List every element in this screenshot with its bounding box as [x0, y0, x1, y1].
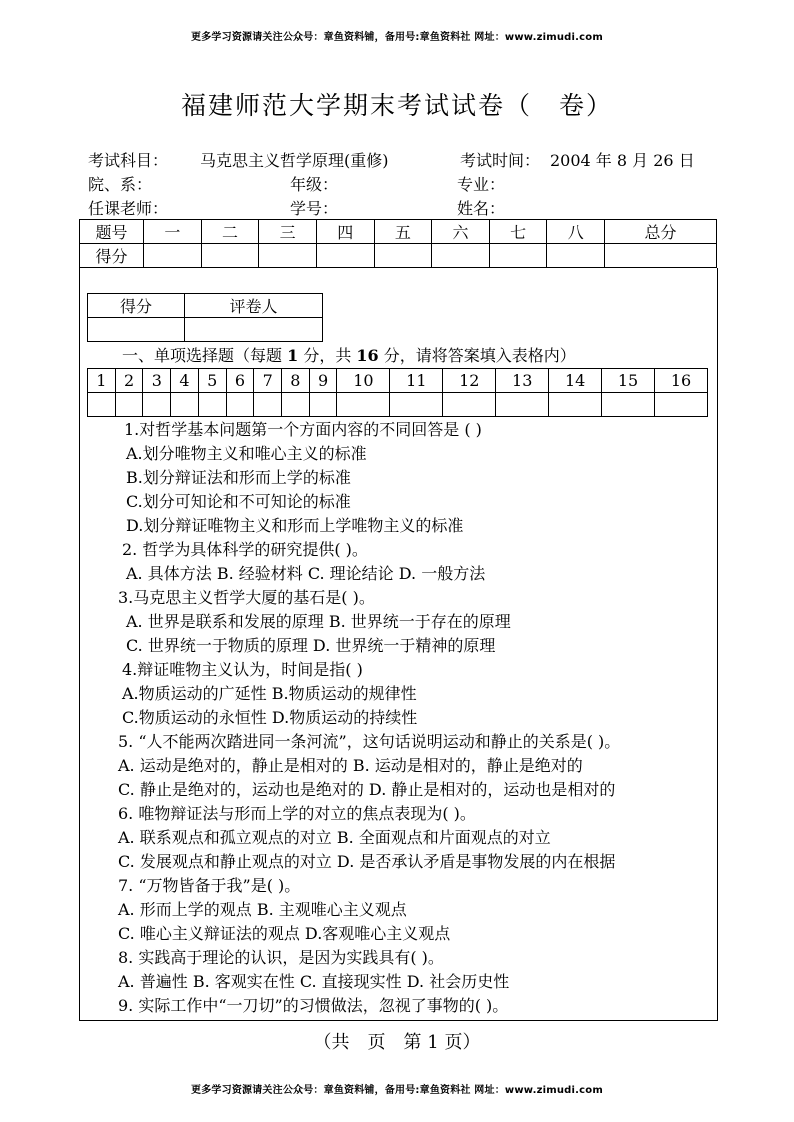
score-table-score-row: [80, 244, 717, 268]
question-line: A. 普遍性 B. 客观实在性 C. 直接现实性 D. 社会历史性: [118, 972, 510, 991]
score-header-cell: 六: [432, 220, 490, 244]
question-line: B.划分辩证法和形而上学的标准: [126, 468, 351, 487]
answer-number-cell: 5: [198, 369, 226, 393]
major-label: 专业：: [457, 175, 506, 194]
answer-number-cell: 6: [226, 369, 254, 393]
question-line: A.物质运动的广延性 B.物质运动的规律性: [122, 684, 417, 703]
score-header-cell: 五: [374, 220, 432, 244]
question-line: 4.辩证唯物主义认为，时间是指( ): [122, 660, 363, 679]
section-title-post: 分，请将答案填入表格内）: [378, 346, 576, 365]
question-line: C. 静止是绝对的，运动也是绝对的 D. 静止是相对的，运动也是相对的: [118, 780, 616, 799]
question-line: 7. “万物皆备于我”是( )。: [118, 876, 301, 895]
question-line: 5. “人不能两次踏进同一条河流”，这句话说明运动和静止的关系是( )。: [118, 732, 621, 751]
question-line: C. 发展观点和静止观点的对立 D. 是否承认矛盾是事物发展的内在根据: [118, 852, 616, 871]
question-line: 2. 哲学为具体科学的研究提供( )。: [122, 540, 368, 559]
score-cell[interactable]: [201, 244, 259, 268]
question-line: A. 具体方法 B. 经验材料 C. 理论结论 D. 一般方法: [126, 564, 486, 583]
subject-label: 考试科目：: [88, 151, 169, 170]
grader-score-label: 得分: [88, 294, 185, 318]
answer-cell[interactable]: [309, 393, 337, 417]
exam-title: 福建师范大学期末考试试卷（ 卷）: [180, 91, 613, 120]
answer-fill-row: [88, 393, 708, 417]
score-header-cell: 四: [316, 220, 374, 244]
dept-label: 院、系：: [88, 175, 153, 194]
section-title-mid: 分，共: [298, 346, 357, 365]
question-line: A. 运动是绝对的，静止是相对的 B. 运动是相对的，静止是绝对的: [118, 756, 583, 775]
answer-number-cell: 10: [337, 369, 390, 393]
answer-cell[interactable]: [282, 393, 310, 417]
answer-cell[interactable]: [655, 393, 708, 417]
answer-cell[interactable]: [443, 393, 496, 417]
score-table-header-row: [80, 220, 717, 244]
answer-cell[interactable]: [226, 393, 254, 417]
answer-number-cell: 1: [88, 369, 116, 393]
answer-number-row: [88, 369, 708, 393]
question-line: A.划分唯物主义和唯心主义的标准: [126, 444, 367, 463]
question-line: C. 世界统一于物质的原理 D. 世界统一于精神的原理: [126, 636, 496, 655]
score-row-label: 得分: [80, 244, 144, 268]
grader-name-cell[interactable]: [185, 318, 323, 342]
answer-cell[interactable]: [602, 393, 655, 417]
time-value: 2004 年 8 月 26 日: [550, 151, 695, 170]
answer-number-cell: 9: [309, 369, 337, 393]
question-line: 3.马克思主义哲学大厦的基石是( )。: [118, 588, 375, 607]
answer-number-cell: 13: [496, 369, 549, 393]
score-header-cell: 八: [547, 220, 605, 244]
score-table: [79, 219, 717, 268]
score-cell[interactable]: [432, 244, 490, 268]
answer-number-cell: 7: [254, 369, 282, 393]
answer-cell[interactable]: [198, 393, 226, 417]
answer-cell[interactable]: [549, 393, 602, 417]
score-header-cell: 三: [259, 220, 317, 244]
answer-number-cell: 16: [655, 369, 708, 393]
question-line: 1.对哲学基本问题第一个方面内容的不同回答是 ( ): [124, 420, 482, 439]
score-header-cell: 七: [489, 220, 547, 244]
question-line: 6. 唯物辩证法与形而上学的对立的焦点表现为( )。: [118, 804, 476, 823]
question-line: C. 唯心主义辩证法的观点 D.客观唯心主义观点: [118, 924, 451, 943]
score-cell[interactable]: [605, 244, 717, 268]
subject-value: 马克思主义哲学原理(重修): [200, 151, 389, 170]
question-line: C.划分可知论和不可知论的标准: [126, 492, 351, 511]
grader-header-row: [88, 294, 323, 318]
name-label: 姓名：: [457, 199, 506, 218]
question-line: A. 联系观点和孤立观点的对立 B. 全面观点和片面观点的对立: [118, 828, 551, 847]
answer-table: [87, 368, 708, 417]
score-cell[interactable]: [374, 244, 432, 268]
answer-number-cell: 4: [171, 369, 199, 393]
answer-cell[interactable]: [496, 393, 549, 417]
question-line: A. 世界是联系和发展的原理 B. 世界统一于存在的原理: [126, 612, 511, 631]
grader-score-cell[interactable]: [88, 318, 185, 342]
score-header-cell: 二: [201, 220, 259, 244]
answer-number-cell: 11: [390, 369, 443, 393]
page-footer: （共 页 第 1 页）: [313, 1032, 481, 1053]
section-title-points: 1: [287, 346, 299, 365]
question-line: 9. 实际工作中“一刀切”的习惯做法，忽视了事物的( )。: [118, 996, 509, 1015]
question-line: A. 形而上学的观点 B. 主观唯心主义观点: [118, 900, 407, 919]
answer-number-cell: 12: [443, 369, 496, 393]
answer-number-cell: 3: [143, 369, 171, 393]
score-cell[interactable]: [316, 244, 374, 268]
answer-cell[interactable]: [143, 393, 171, 417]
score-header-cell: 一: [144, 220, 202, 244]
answer-cell[interactable]: [88, 393, 116, 417]
question-line: D.划分辩证唯物主义和形而上学唯物主义的标准: [126, 516, 464, 535]
top-banner: 更多学习资源请关注公众号：章鱼资料铺，备用号:章鱼资料社 网址：www.zimudi.com: [191, 32, 603, 43]
question-line: C.物质运动的永恒性 D.物质运动的持续性: [122, 708, 418, 727]
answer-cell[interactable]: [115, 393, 143, 417]
answer-cell[interactable]: [337, 393, 390, 417]
grader-value-row: [88, 318, 323, 342]
answer-number-cell: 15: [602, 369, 655, 393]
score-header-cell: 题号: [80, 220, 144, 244]
answer-cell[interactable]: [254, 393, 282, 417]
answer-number-cell: 14: [549, 369, 602, 393]
grade-label: 年级：: [290, 175, 339, 194]
answer-cell[interactable]: [390, 393, 443, 417]
score-cell[interactable]: [489, 244, 547, 268]
question-line: 8. 实践高于理论的认识，是因为实践具有( )。: [118, 948, 444, 967]
score-cell[interactable]: [547, 244, 605, 268]
score-header-cell: 总分: [605, 220, 717, 244]
answer-number-cell: 8: [282, 369, 310, 393]
score-cell[interactable]: [259, 244, 317, 268]
grader-table: [87, 293, 323, 342]
answer-cell[interactable]: [171, 393, 199, 417]
grader-name-label: 评卷人: [185, 294, 323, 318]
teacher-label: 任课老师：: [88, 199, 169, 218]
section-title: [122, 343, 576, 366]
time-label: 考试时间：: [460, 151, 541, 170]
score-cell[interactable]: [144, 244, 202, 268]
answer-number-cell: 2: [115, 369, 143, 393]
section-title-pre: 一、单项选择题（每题: [122, 346, 288, 365]
bottom-banner: 更多学习资源请关注公众号：章鱼资料铺，备用号:章鱼资料社 网址：www.zimudi.com: [191, 1085, 603, 1096]
section-title-total: 16: [356, 346, 379, 365]
id-label: 学号：: [290, 199, 339, 218]
